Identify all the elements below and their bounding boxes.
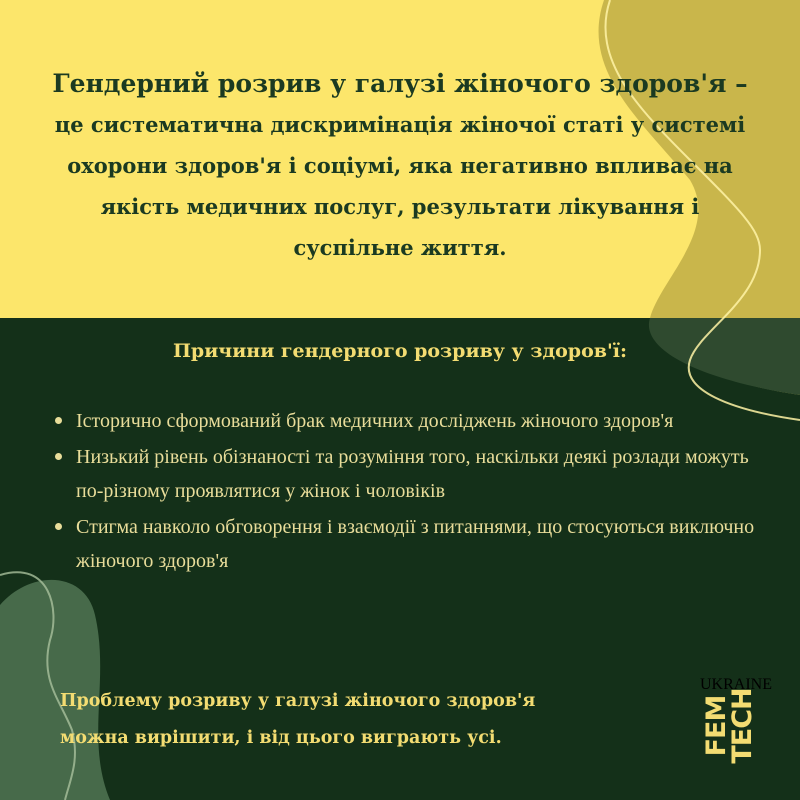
closing-line-2: можна вирішити, і від цього виграють усі. bbox=[60, 728, 502, 748]
logo-word-fem: FEM bbox=[701, 695, 732, 757]
closing-statement bbox=[60, 683, 660, 757]
list-item bbox=[52, 404, 757, 438]
headline-block bbox=[40, 64, 760, 268]
cause-text: Низький рівень обізнаності та розуміння того, наскільки деякі розлади можуть по-різному проявлятися у жінок і чоловіків bbox=[76, 446, 749, 502]
cause-text: Історично сформований брак медичних досліджень жіночого здоров'я bbox=[76, 410, 674, 432]
bullet-icon bbox=[55, 523, 62, 530]
logo-word-tech: TECH bbox=[727, 688, 758, 764]
causes-list bbox=[52, 404, 757, 580]
cause-text: Стигма навколо обговорення і взаємодії з питаннями, що стосуються виключно жіночого здоров'я bbox=[76, 516, 755, 572]
list-item bbox=[52, 440, 757, 508]
logo-subtitle: UKRAINE bbox=[700, 676, 772, 693]
headline-body: це систематична дискримінація жіночої статі у системі охорони здоров'я і соціумі, яка негативно впливає на якість медичних послуг, результати лікування і суспільне життя. bbox=[54, 112, 746, 260]
headline-title: Гендерний розрив у галузі жіночого здоров'я – bbox=[52, 69, 748, 98]
closing-line-1: Проблему розриву у галузі жіночого здоров'я bbox=[60, 691, 536, 711]
bullet-icon bbox=[55, 453, 62, 460]
causes-title: Причини гендерного розриву у здоров'ї: bbox=[172, 340, 627, 362]
list-item bbox=[52, 510, 757, 578]
bullet-icon bbox=[55, 417, 62, 424]
